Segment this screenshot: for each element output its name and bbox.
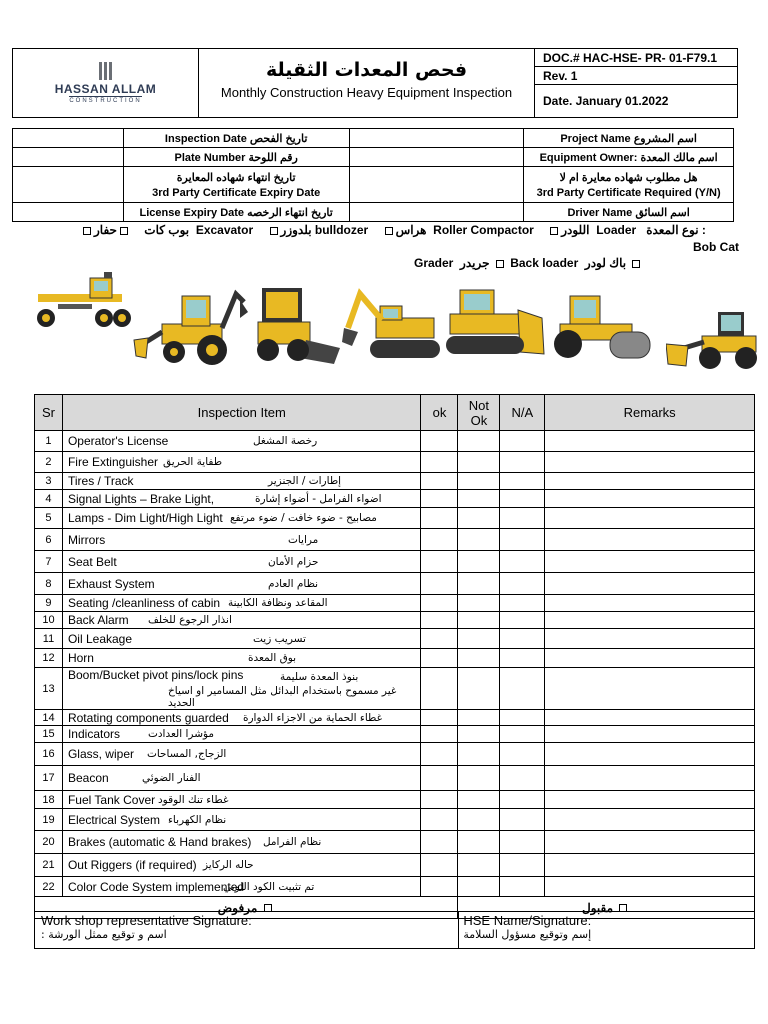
label-excavator-en: Excavator — [195, 223, 254, 237]
ok-cell[interactable] — [421, 629, 458, 649]
item-label-ar: إطارات / الجنزير — [267, 475, 342, 487]
ok-cell[interactable] — [421, 668, 458, 710]
inspection-date-input[interactable] — [13, 129, 124, 148]
row-number: 1 — [35, 431, 63, 452]
table-row — [35, 743, 755, 766]
label-roller-ar: هراس — [395, 223, 427, 237]
table-row — [35, 595, 755, 612]
ok-cell[interactable] — [421, 452, 458, 473]
inspection-table — [34, 394, 755, 919]
item-label-en: Color Code System implemented — [67, 879, 245, 894]
not-ok-cell[interactable] — [458, 431, 500, 452]
equipment-owner-input[interactable] — [349, 148, 524, 167]
item-label-en: Brakes (automatic & Hand brakes) — [67, 835, 252, 849]
table-row — [35, 809, 755, 831]
not-ok-cell[interactable] — [458, 629, 500, 649]
cert-required-label-ar: هل مطلوب شهاده معايرة ام لا — [559, 171, 698, 184]
na-cell[interactable] — [500, 551, 545, 573]
remarks-cell[interactable] — [545, 743, 755, 766]
cert-expiry-input[interactable] — [13, 167, 124, 203]
inspection-item — [62, 551, 421, 573]
not-ok-cell[interactable] — [458, 490, 500, 508]
item-label-ar: مؤشرا العدادت — [147, 728, 215, 740]
cert-expiry-label-en: 3rd Party Certificate Expiry Date — [152, 186, 321, 199]
label-grader-en: Grader — [414, 256, 454, 270]
not-ok-cell[interactable] — [458, 649, 500, 668]
not-ok-cell[interactable] — [458, 710, 500, 726]
inspection-item — [62, 831, 421, 854]
row-number: 2 — [35, 452, 63, 473]
item-label-en: Out Riggers (if required) — [67, 858, 197, 872]
ok-cell[interactable] — [421, 831, 458, 854]
na-cell[interactable] — [500, 726, 545, 743]
ok-cell[interactable] — [421, 766, 458, 791]
checkbox-roller[interactable] — [385, 227, 393, 235]
inspection-item — [62, 726, 421, 743]
header-sr: Sr — [35, 395, 63, 431]
table-row — [35, 854, 755, 877]
not-ok-cell[interactable] — [458, 612, 500, 629]
inspection-rows — [35, 431, 755, 897]
item-label-ar: المقاعد ونظافة الكابينة — [227, 597, 328, 609]
table-row — [35, 831, 755, 854]
label-backloader-ar: باك لودر — [584, 256, 627, 270]
not-ok-cell[interactable] — [458, 831, 500, 854]
item-label-ar: تم تثبيت الكود اللوني — [222, 880, 315, 893]
not-ok-cell[interactable] — [458, 529, 500, 551]
inspection-item — [62, 629, 421, 649]
table-row — [35, 612, 755, 629]
ok-cell[interactable] — [421, 726, 458, 743]
na-cell[interactable] — [500, 473, 545, 490]
row-number: 10 — [35, 612, 63, 629]
inspection-item — [62, 649, 421, 668]
table-row — [35, 791, 755, 809]
ok-cell[interactable] — [421, 595, 458, 612]
na-cell[interactable] — [500, 452, 545, 473]
remarks-cell[interactable] — [545, 508, 755, 529]
logo-name: HASSAN ALLAM — [54, 82, 157, 96]
table-row — [35, 573, 755, 595]
item-label-ar: انذار الرجوع للخلف — [147, 614, 232, 626]
ok-cell[interactable] — [421, 473, 458, 490]
item-label-en: Electrical System — [67, 812, 160, 827]
not-ok-cell[interactable] — [458, 668, 500, 710]
row-number: 5 — [35, 508, 63, 529]
not-ok-cell[interactable] — [458, 595, 500, 612]
row-number: 18 — [35, 791, 63, 809]
workshop-signature-label: Work shop representative Signature: — [41, 913, 252, 928]
inspection-item — [62, 431, 421, 452]
table-row — [35, 710, 755, 726]
grader-image — [34, 262, 132, 336]
row-number: 17 — [35, 766, 63, 791]
item-label-ar: نظام الفرامل — [262, 836, 322, 848]
remarks-cell[interactable] — [545, 629, 755, 649]
bobcat-en-label: Bob Cat — [693, 240, 739, 254]
table-row — [35, 649, 755, 668]
label-excavator-ar: حفار — [94, 223, 117, 237]
not-ok-cell[interactable] — [458, 877, 500, 897]
logo-subtitle: CONSTRUCTION — [69, 98, 142, 104]
item-label-ar: بنوذ المعدة سليمة — [279, 670, 359, 683]
inspection-item — [62, 791, 421, 809]
checkbox-loader[interactable] — [550, 227, 558, 235]
plate-number-input[interactable] — [13, 148, 124, 167]
ok-cell[interactable] — [421, 551, 458, 573]
remarks-cell[interactable] — [545, 809, 755, 831]
item-label-ar: بوق المعدة — [247, 652, 297, 664]
signature-table — [34, 911, 755, 949]
item-label-en: Boom/Bucket pivot pins/lock pins — [67, 668, 244, 682]
header-item: Inspection Item — [62, 395, 421, 431]
cert-expiry-label — [123, 167, 349, 203]
item-label-ar: مرايات — [287, 533, 319, 546]
item-label-en: Horn — [67, 651, 94, 665]
checkbox-excavator[interactable] — [120, 227, 128, 235]
title-english: Monthly Construction Heavy Equipment Inspection — [220, 85, 513, 100]
item-label-ar: رخصة المشغل — [252, 435, 318, 447]
table-row — [35, 529, 755, 551]
remarks-cell[interactable] — [545, 766, 755, 791]
checkbox-bulldozer[interactable] — [270, 227, 278, 235]
table-row — [35, 877, 755, 897]
inspection-item — [62, 595, 421, 612]
info-table — [12, 128, 734, 222]
item-label-ar: حاله الركايز — [202, 859, 254, 871]
item-label-en: Fire Extinguisher — [67, 455, 159, 469]
row-number: 8 — [35, 573, 63, 595]
ok-cell[interactable] — [421, 508, 458, 529]
row-number: 22 — [35, 877, 63, 897]
inspection-item — [62, 877, 421, 897]
table-row — [35, 452, 755, 473]
inspection-item — [62, 508, 421, 529]
table-row — [35, 490, 755, 508]
na-cell[interactable] — [500, 791, 545, 809]
header-na: N/A — [500, 395, 545, 431]
row-number: 7 — [35, 551, 63, 573]
remarks-cell[interactable] — [545, 551, 755, 573]
inspection-item — [62, 529, 421, 551]
remarks-cell[interactable] — [545, 649, 755, 668]
cert-required-input[interactable] — [349, 167, 524, 203]
table-row — [35, 726, 755, 743]
ok-cell[interactable] — [421, 431, 458, 452]
header-remarks: Remarks — [545, 395, 755, 431]
label-bulldozer-en: bulldozer — [314, 223, 369, 237]
na-cell[interactable] — [500, 529, 545, 551]
not-ok-cell[interactable] — [458, 452, 500, 473]
na-cell[interactable] — [500, 854, 545, 877]
checkbox-backloader[interactable] — [632, 260, 640, 268]
skid-steer-image — [250, 282, 342, 368]
label-backloader-en: Back loader — [510, 256, 579, 270]
table-row — [35, 551, 755, 573]
table-row — [35, 473, 755, 490]
na-cell[interactable] — [500, 809, 545, 831]
row-number: 11 — [35, 629, 63, 649]
inspection-item — [62, 766, 421, 791]
row-number: 9 — [35, 595, 63, 612]
not-ok-cell[interactable] — [458, 854, 500, 877]
item-label-en: Fuel Tank Cover — [67, 792, 156, 807]
table-row — [35, 431, 755, 452]
na-cell[interactable] — [500, 629, 545, 649]
backhoe-loader-image — [132, 282, 248, 372]
remarks-cell[interactable] — [545, 452, 755, 473]
inspection-item — [62, 452, 421, 473]
signature-row — [35, 912, 755, 949]
ok-cell[interactable] — [421, 612, 458, 629]
hse-signature-cell[interactable] — [459, 912, 755, 949]
workshop-signature-label-ar: اسم و توقيع ممثل الورشة : — [41, 928, 167, 941]
label-loader-en: Loader — [596, 223, 637, 237]
hse-signature-label: HSE Name/Signature: — [463, 913, 592, 928]
remarks-cell[interactable] — [545, 831, 755, 854]
remarks-cell[interactable] — [545, 791, 755, 809]
item-label-ar: تسريب زيت — [252, 632, 306, 645]
info-row — [13, 148, 734, 167]
item-label-ar: حزام الأمان — [267, 555, 319, 568]
cert-required-label-en: 3rd Party Certificate Required (Y/N) — [536, 186, 721, 199]
row-number: 20 — [35, 831, 63, 854]
inspection-item — [62, 573, 421, 595]
remarks-cell[interactable] — [545, 595, 755, 612]
not-ok-cell[interactable] — [458, 573, 500, 595]
remarks-cell[interactable] — [545, 529, 755, 551]
workshop-signature-cell[interactable] — [35, 912, 459, 949]
plate-number-label: Plate Number رقم اللوحة — [123, 148, 349, 167]
roller-compactor-image — [550, 292, 652, 362]
remarks-cell[interactable] — [545, 854, 755, 877]
not-ok-cell[interactable] — [458, 726, 500, 743]
header-ok: ok — [421, 395, 458, 431]
item-label-ar-note: غير مسموح باستخدام البدائل مثل المسامير او اسياخ الحديد — [167, 685, 397, 709]
item-label-ar: الفنار الضوئي — [141, 772, 201, 784]
not-ok-cell[interactable] — [458, 791, 500, 809]
not-ok-cell[interactable] — [458, 551, 500, 573]
remarks-cell[interactable] — [545, 710, 755, 726]
ok-cell[interactable] — [421, 649, 458, 668]
info-row — [13, 167, 734, 203]
item-label-en: Seat Belt — [67, 554, 117, 569]
company-logo — [13, 49, 199, 117]
item-label-en: Seating /cleanliness of cabin — [67, 596, 221, 610]
not-ok-cell[interactable] — [458, 809, 500, 831]
item-label-ar: طفاية الحريق — [162, 456, 223, 468]
equipment-type-line-1 — [80, 223, 706, 237]
inspection-item — [62, 710, 421, 726]
item-label-en: Operator's License — [67, 434, 169, 448]
item-label-en: Lamps - Dim Light/High Light — [67, 511, 223, 525]
header-not-ok: Not Ok — [458, 395, 500, 431]
inspection-item — [62, 473, 421, 490]
item-label-en: Rotating components guarded — [67, 710, 229, 725]
na-cell[interactable] — [500, 490, 545, 508]
ok-cell[interactable] — [421, 710, 458, 726]
item-label-en: Exhaust System — [67, 576, 155, 591]
cert-required-label — [524, 167, 734, 203]
row-number: 12 — [35, 649, 63, 668]
table-header-row — [35, 395, 755, 431]
table-row — [35, 766, 755, 791]
doc-date: Date. January 01.2022 — [543, 94, 669, 108]
item-label-en: Mirrors — [67, 532, 106, 547]
doc-number: DOC.# HAC-HSE- PR- 01-F79.1 — [535, 49, 737, 67]
license-expiry-input[interactable] — [13, 203, 124, 222]
accepted-label: مقبول — [582, 900, 614, 915]
item-label-en: Oil Leakage — [67, 631, 133, 646]
table-row — [35, 508, 755, 529]
remarks-cell[interactable] — [545, 431, 755, 452]
na-cell[interactable] — [500, 743, 545, 766]
inspection-date-label: Inspection Date تاريخ الفحص — [123, 129, 349, 148]
wheel-loader-image — [666, 306, 762, 370]
ok-cell[interactable] — [421, 529, 458, 551]
cert-expiry-label-ar: تاريخ انتهاء شهاده المعايرة — [176, 171, 296, 184]
inspection-item — [62, 854, 421, 877]
label-bobcat: بوب كات — [144, 223, 190, 237]
label-grader-ar: جريدر — [460, 256, 490, 270]
row-number: 3 — [35, 473, 63, 490]
remarks-cell[interactable] — [545, 612, 755, 629]
row-number: 4 — [35, 490, 63, 508]
checkbox-bobcat[interactable] — [83, 227, 91, 235]
info-row — [13, 203, 734, 222]
ok-cell[interactable] — [421, 809, 458, 831]
item-label-ar: نظام العادم — [267, 577, 319, 590]
driver-name-label: Driver Name اسم السائق — [524, 203, 734, 222]
item-label-ar: مصابيح - ضوء خافت / ضوء مرتفع — [229, 512, 377, 524]
equipment-type-line-2 — [414, 256, 643, 270]
na-cell[interactable] — [500, 668, 545, 710]
project-name-label: Project Name اسم المشروع — [524, 129, 734, 148]
row-number: 6 — [35, 529, 63, 551]
inspection-item — [62, 490, 421, 508]
ok-cell[interactable] — [421, 791, 458, 809]
na-cell[interactable] — [500, 877, 545, 897]
remarks-cell[interactable] — [545, 473, 755, 490]
not-ok-cell[interactable] — [458, 473, 500, 490]
item-label-ar: اضواء الفرامل - أضواء إشارة — [254, 492, 382, 505]
ok-cell[interactable] — [421, 854, 458, 877]
label-roller-en: Roller Compactor — [433, 223, 534, 237]
inspection-item — [62, 743, 421, 766]
rejected-label: مرفوض — [217, 900, 258, 915]
inspection-item — [62, 809, 421, 831]
remarks-cell[interactable] — [545, 877, 755, 897]
equipment-type-heading: نوع المعدة : — [646, 223, 706, 237]
row-number: 13 — [35, 668, 63, 710]
item-label-ar: غطاء الحماية من الاجزاء الدوارة — [242, 711, 383, 724]
remarks-cell[interactable] — [545, 490, 755, 508]
label-loader-ar: اللودر — [561, 223, 590, 237]
remarks-cell[interactable] — [545, 573, 755, 595]
project-name-input[interactable] — [349, 129, 524, 148]
item-label-ar: نظام الكهرباء — [167, 813, 227, 826]
excavator-image — [342, 288, 442, 368]
ok-cell[interactable] — [421, 743, 458, 766]
doc-meta — [535, 49, 737, 117]
item-label-en: Glass, wiper — [67, 747, 134, 761]
ok-cell[interactable] — [421, 490, 458, 508]
logo-mark-icon — [99, 62, 113, 80]
bulldozer-image — [444, 282, 546, 362]
document-header — [12, 48, 738, 118]
row-number: 21 — [35, 854, 63, 877]
remarks-cell[interactable] — [545, 668, 755, 710]
revision: Rev. 1 — [535, 67, 737, 85]
not-ok-cell[interactable] — [458, 743, 500, 766]
table-row — [35, 629, 755, 649]
item-label-en: Beacon — [67, 771, 109, 785]
inspection-item — [62, 668, 421, 710]
item-label-ar: غطاء تنك الوقود — [157, 793, 229, 806]
na-cell[interactable] — [500, 649, 545, 668]
title-block — [199, 49, 535, 117]
row-number: 19 — [35, 809, 63, 831]
info-row — [13, 129, 734, 148]
checkbox-grader[interactable] — [496, 260, 504, 268]
na-cell[interactable] — [500, 612, 545, 629]
driver-name-input[interactable] — [349, 203, 524, 222]
not-ok-cell[interactable] — [458, 508, 500, 529]
item-label-en: Tires / Track — [67, 474, 134, 488]
item-label-en: Signal Lights – Brake Light, — [67, 491, 215, 506]
label-bulldozer-ar: بلدوزر — [280, 223, 312, 237]
row-number: 15 — [35, 726, 63, 743]
ok-cell[interactable] — [421, 877, 458, 897]
na-cell[interactable] — [500, 595, 545, 612]
license-expiry-label: License Expiry Date تاريخ انتهاء الرخصه — [123, 203, 349, 222]
ok-cell[interactable] — [421, 573, 458, 595]
hse-signature-label-ar: إسم وتوقيع مسؤول السلامة — [463, 928, 592, 941]
title-arabic: فحص المعدات الثقيلة — [265, 59, 468, 81]
item-label-en: Indicators — [67, 727, 120, 741]
row-number: 14 — [35, 710, 63, 726]
na-cell[interactable] — [500, 431, 545, 452]
item-label-en: Back Alarm — [67, 613, 129, 627]
na-cell[interactable] — [500, 573, 545, 595]
item-label-ar: الزجاج, المساحات — [146, 748, 227, 760]
na-cell[interactable] — [500, 508, 545, 529]
row-number: 16 — [35, 743, 63, 766]
equipment-owner-label: Equipment Owner: اسم مالك المعدة — [524, 148, 734, 167]
table-row — [35, 668, 755, 710]
inspection-item — [62, 612, 421, 629]
na-cell[interactable] — [500, 766, 545, 791]
na-cell[interactable] — [500, 831, 545, 854]
not-ok-cell[interactable] — [458, 766, 500, 791]
na-cell[interactable] — [500, 710, 545, 726]
remarks-cell[interactable] — [545, 726, 755, 743]
